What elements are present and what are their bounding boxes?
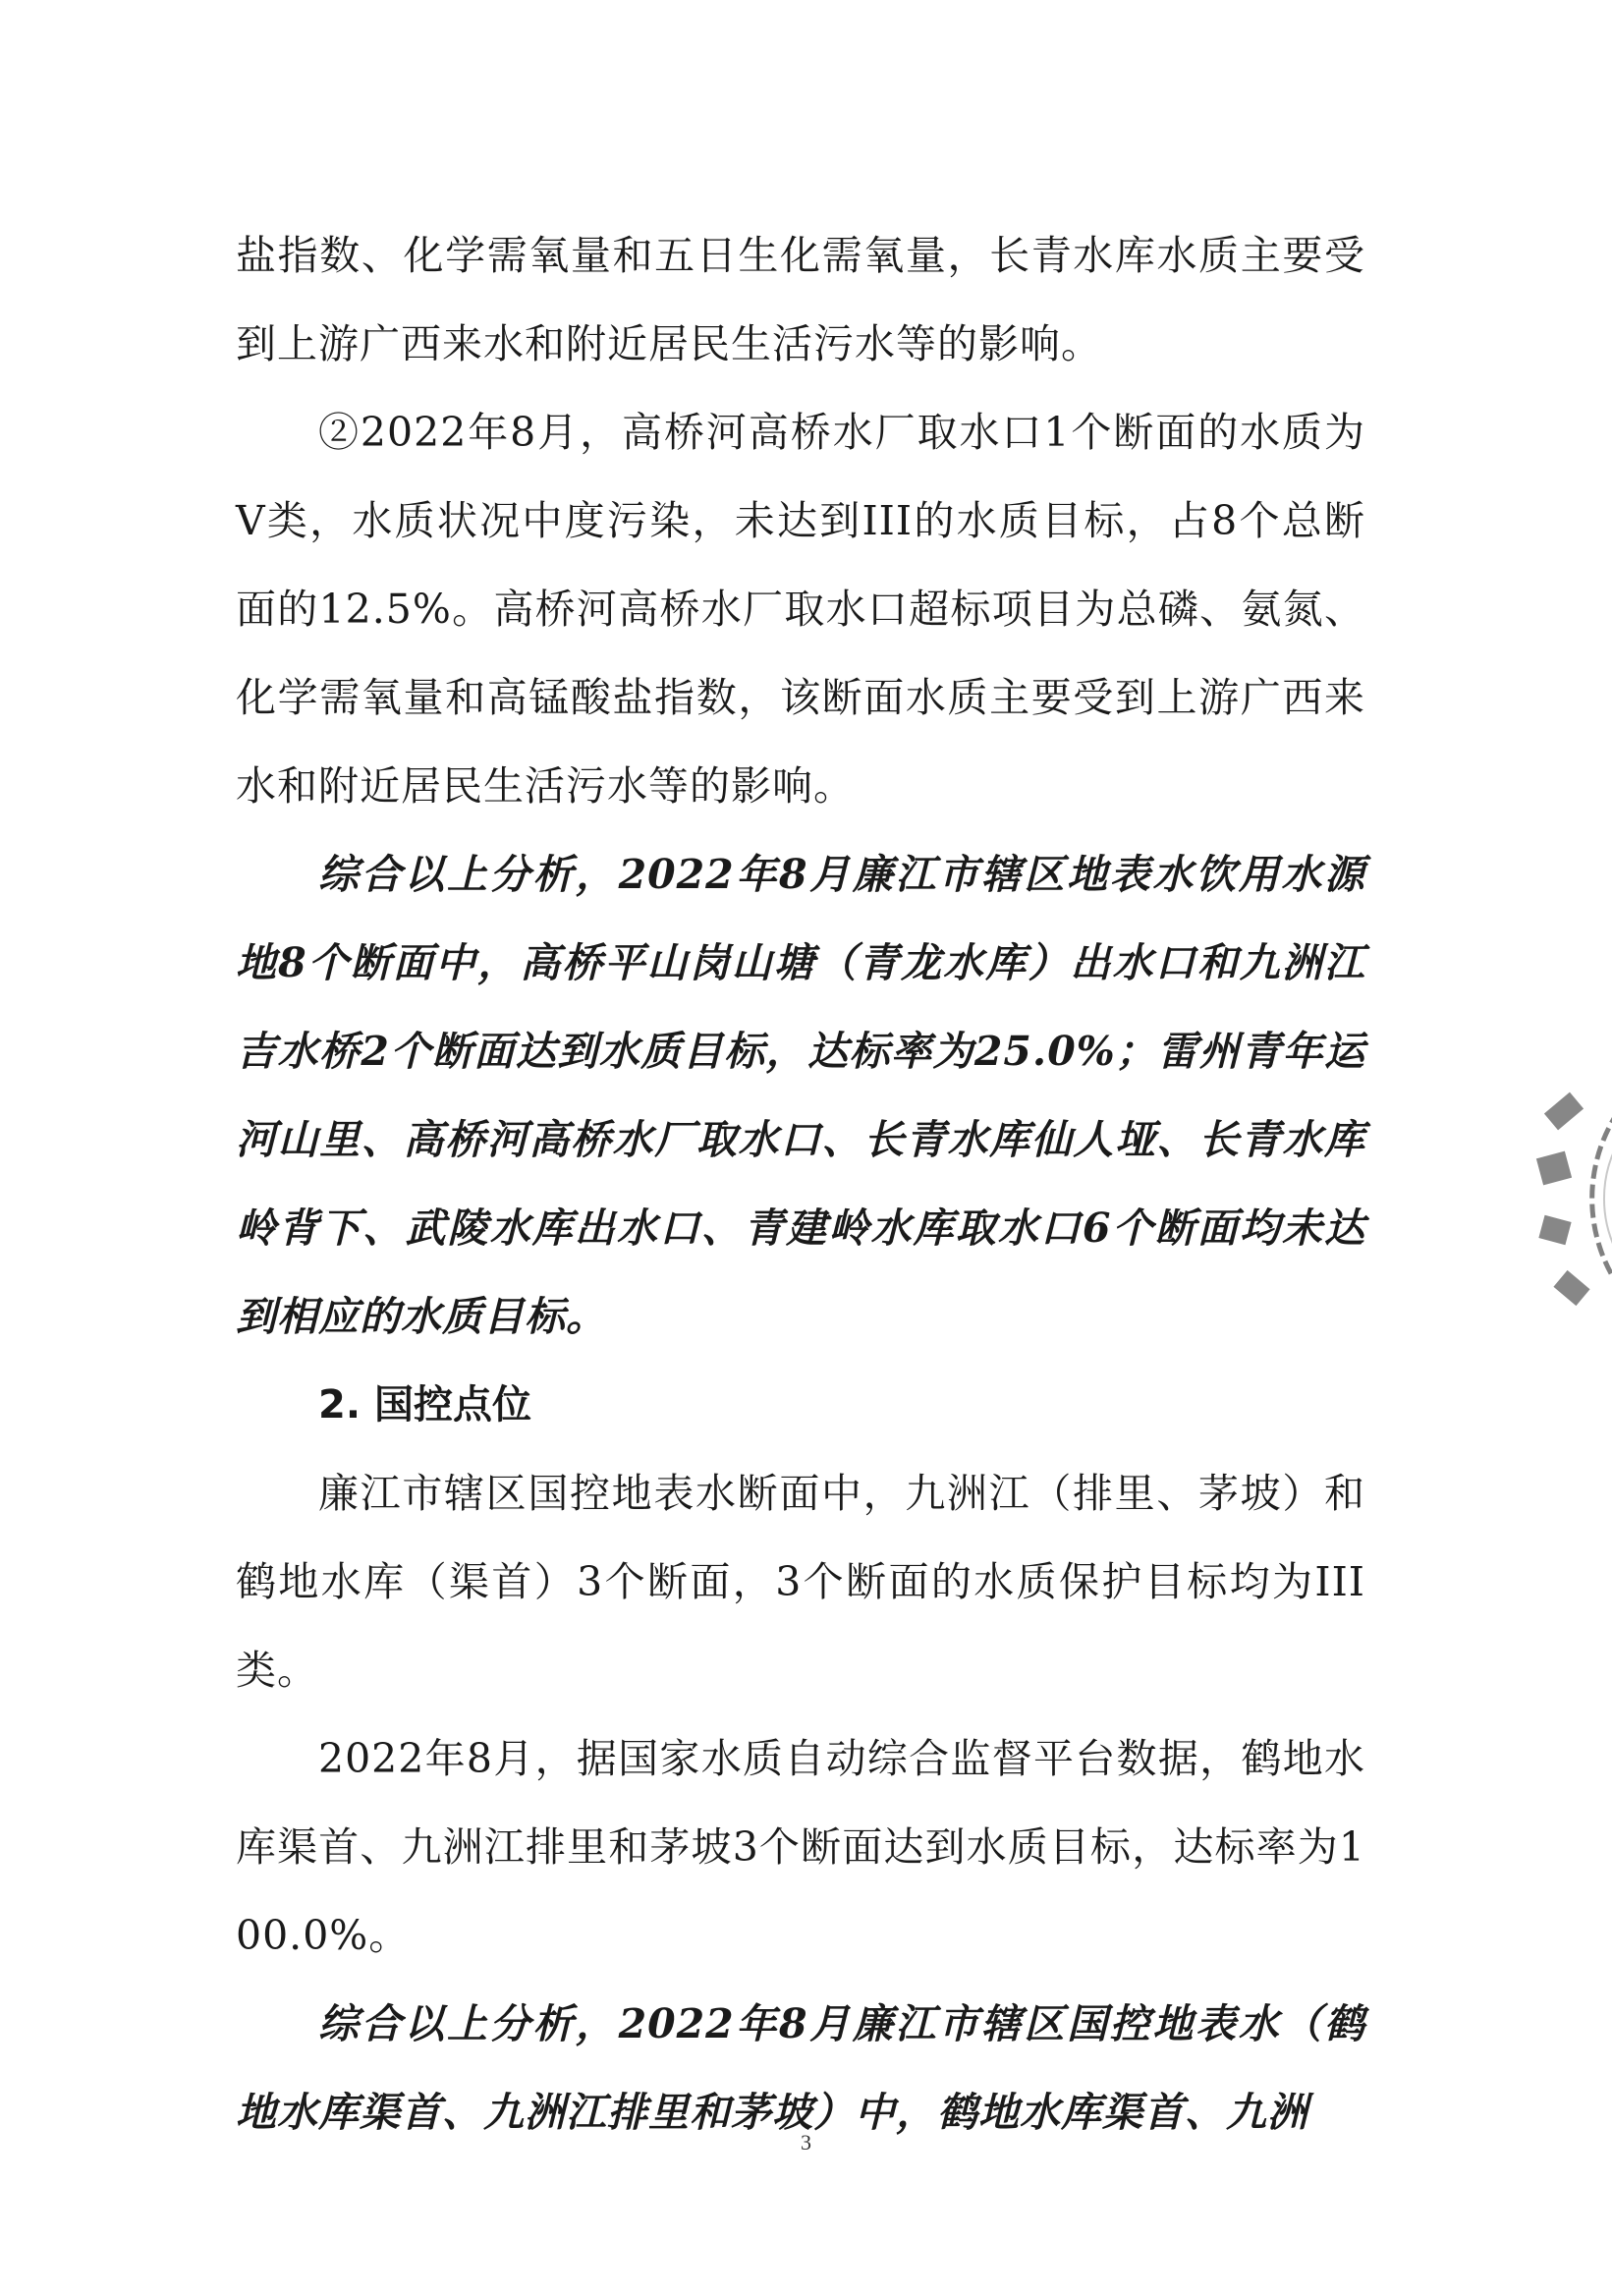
paragraph-gaoqiao-water-quality: ②2022年8月，高桥河高桥水厂取水口1个断面的水质为V类，水质状况中度污染，未达到III的水质目标，占8个总断面的12.5%。高桥河高桥水厂取水口超标项目为总磷、氨氮、化学需氧量和高锰酸盐指数，该断面水质主要受到上游广西来水和附近居民生活污水等的影响。	[236, 409, 1365, 810]
paragraph-national-summary: 综合以上分析，2022年8月廉江市辖区国控地表水（鹤地水库渠首、九洲江排里和茅坡）中，鹤地水库渠首、九洲	[236, 2000, 1365, 2136]
paragraph-drinking-water-summary: 综合以上分析，2022年8月廉江市辖区地表水饮用水源地8个断面中，高桥平山岗山塘（青龙水库）出水口和九洲江吉水桥2个断面达到水质目标，达标率为25.0%；雷州青年运河山里、高桥河高桥水厂取水口、长青水库仙人垭、长青水库岭背下、武陵水库出水口、青建岭水库取水口6个断面均未达到相应的水质目标。	[236, 851, 1365, 1340]
paragraph-continuation: 盐指数、化学需氧量和五日生化需氧量，长青水库水质主要受到上游广西来水和附近居民生活污水等的影响。	[236, 232, 1365, 367]
section-heading-national-points: 2. 国控点位	[318, 1382, 531, 1428]
official-seal-fragment	[1528, 1032, 1612, 1366]
document-body	[236, 211, 1365, 2156]
page-number: 3	[801, 2130, 811, 2155]
paragraph-national-sections: 廉江市辖区国控地表水断面中，九洲江（排里、茅坡）和鹤地水库（渠首）3个断面，3个断面的水质保护目标均为III类。	[236, 1470, 1365, 1694]
paragraph-national-results: 2022年8月，据国家水质自动综合监督平台数据，鹤地水库渠首、九洲江排里和茅坡3个断面达到水质目标，达标率为100.0%。	[236, 1735, 1365, 1959]
